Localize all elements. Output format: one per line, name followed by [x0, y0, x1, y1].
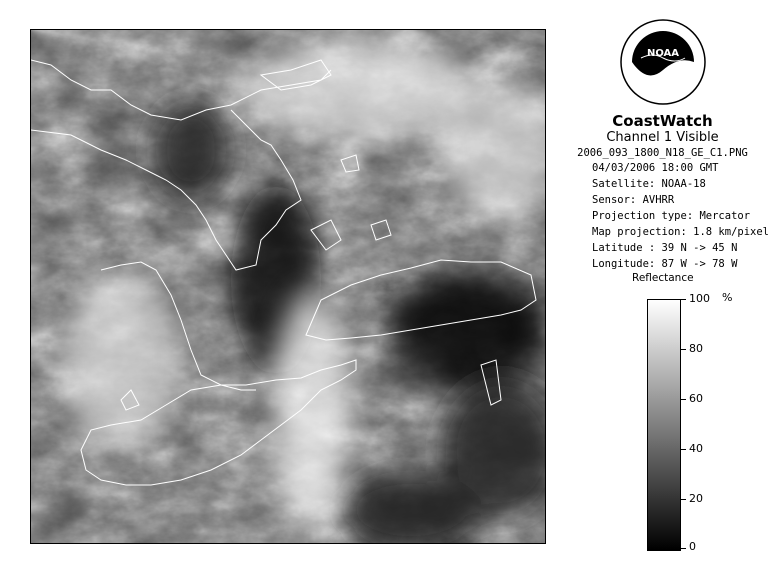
datetime: 04/03/2006 18:00 GMT — [592, 162, 719, 174]
colorbar-tick-label: 20 — [689, 492, 703, 505]
colorbar-tick — [680, 548, 686, 549]
noaa-logo — [619, 18, 707, 106]
colorbar-tick — [680, 349, 686, 350]
colorbar-tick — [680, 449, 686, 450]
colorbar-tick — [680, 499, 686, 500]
satellite-info: Satellite: NOAA-18 — [592, 178, 706, 190]
colorbar-tick-label: 60 — [689, 392, 703, 405]
filename: 2006_093_1800_N18_GE_C1.PNG — [577, 147, 748, 159]
sensor-info: Sensor: AVHRR — [592, 194, 675, 206]
colorbar-tick — [680, 299, 686, 300]
noaa-logo-text: NOAA — [646, 48, 680, 59]
reflectance-colorbar — [647, 299, 681, 551]
colorbar-tick-label: 0 — [689, 540, 696, 553]
latitude-range: Latitude : 39 N -> 45 N — [592, 242, 738, 254]
satellite-image — [30, 29, 546, 544]
projection-type: Projection type: Mercator — [592, 210, 751, 222]
colorbar-tick-label: 80 — [689, 342, 703, 355]
app-title: CoastWatch — [612, 112, 713, 130]
satellite-image-svg — [31, 30, 545, 543]
colorbar-unit: % — [722, 291, 733, 304]
colorbar-label: Reflectance — [632, 272, 694, 284]
map-projection: Map projection: 1.8 km/pixel — [592, 226, 770, 238]
colorbar-tick-label: 100 — [689, 292, 710, 305]
longitude-range: Longitude: 87 W -> 78 W — [592, 258, 738, 270]
colorbar-tick — [680, 399, 686, 400]
colorbar-tick-label: 40 — [689, 442, 703, 455]
channel-label: Channel 1 Visible — [606, 130, 719, 145]
